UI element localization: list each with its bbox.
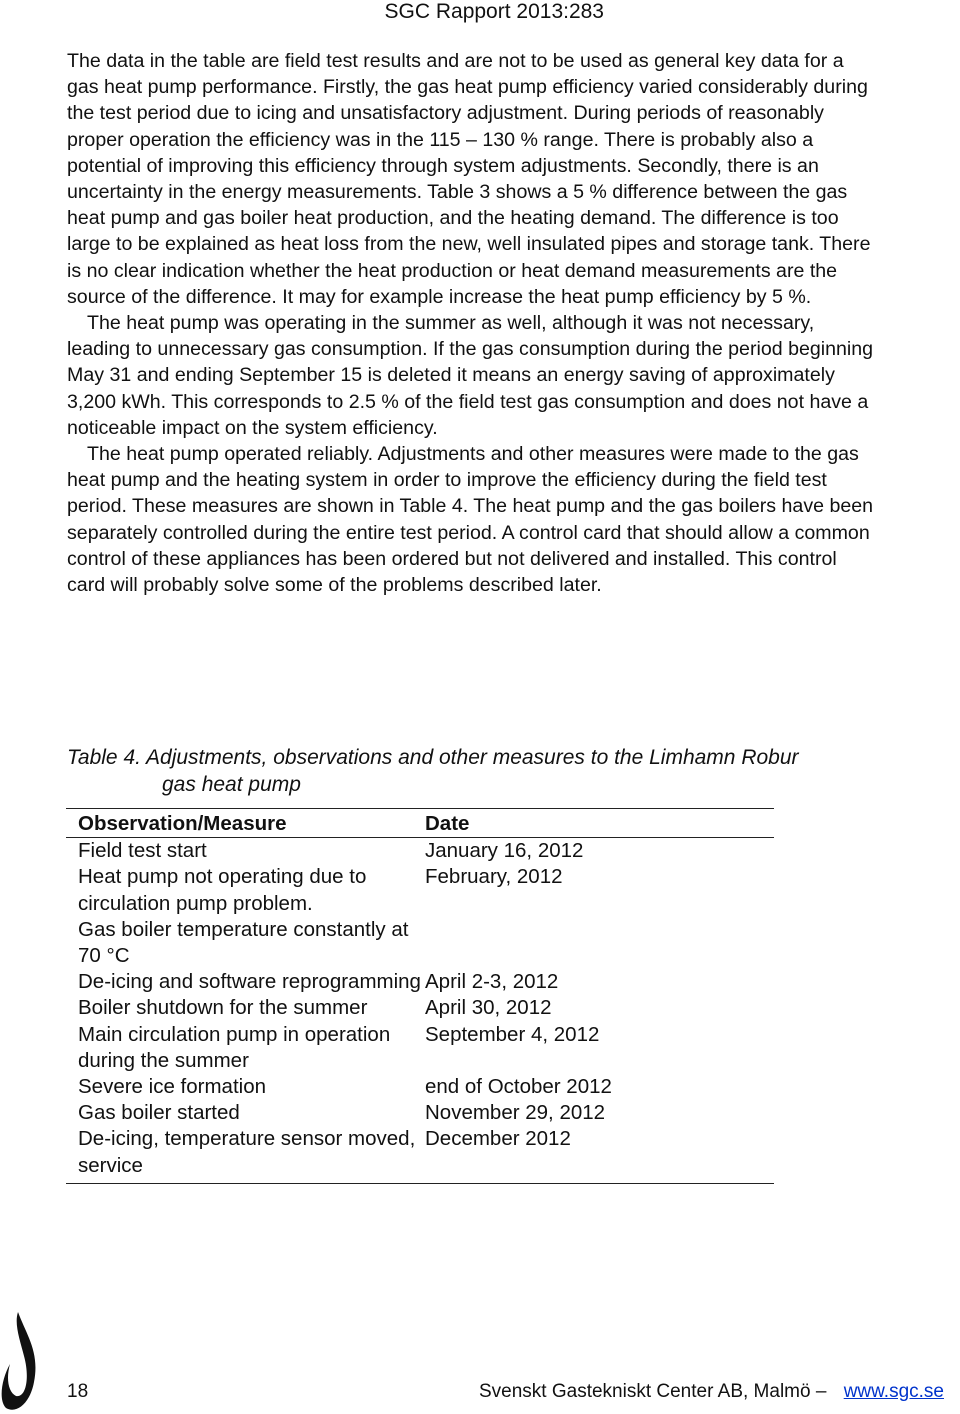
table-caption (67, 744, 799, 798)
observation-cell: De-icing and software reprogramming (78, 970, 421, 994)
date-cell: end of October 2012 (425, 1075, 612, 1099)
header-observation: Observation/Measure (78, 812, 287, 835)
table-row (66, 917, 774, 969)
table-row (66, 838, 774, 864)
flame-logo-icon (0, 1312, 40, 1414)
table-bottom-rule (66, 1183, 774, 1184)
footer-organization: Svenskt Gastekniskt Center AB, Malmö – (478, 1381, 827, 1402)
measures-table (66, 808, 774, 1184)
caption-line-1: Table 4. Adjustments, observations and other measures to the Limhamn Robur (67, 746, 799, 769)
report-header: SGC Rapport 2013:283 (384, 0, 604, 23)
observation-cell: Boiler shutdown for the summer (78, 996, 368, 1020)
table-row (66, 1126, 774, 1178)
table-row (66, 1022, 774, 1074)
date-cell: April 30, 2012 (425, 996, 552, 1020)
table-header-row (66, 809, 774, 837)
date-cell (425, 917, 774, 969)
date-cell: December 2012 (425, 1127, 571, 1151)
paragraph: The data in the table are field test results and are not to be used as general key data for a gas heat pump performance. Firstly, the gas heat pump efficiency varied considerably during the test period due to icing and unsatisfactory adjustment. During periods of reasonably proper operation the efficiency was in the 115 – 130 % range. There is probably also a potential of improving this efficiency through system adjustments. Secondly, there is an uncertainty in the energy measurements. Table 3 shows a 5 % difference between the gas heat pump and gas boiler heat production, and the heating demand. The difference is too large to be explained as heat loss from the new, well insulated pipes and storage tank. There is no clear indication whether the heat production or heat demand measurements are the source of the difference. It may for example increase the heat pump efficiency by 5 %. (67, 50, 871, 308)
observation-cell: Heat pump not operating due to circulation pump problem. (78, 865, 367, 915)
date-cell: November 29, 2012 (425, 1101, 606, 1125)
observation-cell: De-icing, temperature sensor moved, service (78, 1127, 416, 1177)
table-row (66, 969, 774, 995)
table-row (66, 1074, 774, 1100)
observation-cell: Gas boiler temperature constantly at 70 °C (78, 917, 409, 968)
website-link[interactable]: www.sgc.se (843, 1381, 944, 1402)
table-row (66, 1100, 774, 1126)
observation-cell: Severe ice formation (78, 1075, 267, 1099)
paragraph: The heat pump was operating in the summer as well, although it was not necessary, leading to unnecessary gas consumption. If the gas consumption during the period beginning May 31 and ending September 15 is deleted it means an energy saving of approximately 3,200 kWh. This corresponds to 2.5 % of the field test gas consumption and does not have a noticeable impact on the system efficiency. (67, 312, 874, 439)
date-cell: September 4, 2012 (425, 1022, 600, 1046)
table-row (66, 995, 774, 1021)
observation-cell: Main circulation pump in operation during the summer (78, 1022, 391, 1072)
table-row (66, 864, 774, 916)
footer-credit (479, 1381, 944, 1403)
page-number: 18 (67, 1381, 89, 1402)
observation-cell: Field test start (78, 839, 207, 863)
header-date: Date (425, 812, 470, 835)
date-cell: April 2-3, 2012 (425, 970, 559, 994)
date-cell: February, 2012 (425, 865, 563, 889)
caption-line-2: gas heat pump (162, 773, 301, 796)
observation-cell: Gas boiler started (78, 1101, 240, 1125)
body-text (67, 48, 877, 598)
date-cell: January 16, 2012 (425, 839, 584, 863)
paragraph: The heat pump operated reliably. Adjustments and other measures were made to the gas heat pump and the heating system in order to improve the efficiency during the field test period. These measures are shown in Table 4. The heat pump and the gas boilers have been separately controlled during the entire test period. A control card that should allow a common control of these appliances has been ordered but not delivered and installed. This control card will probably solve some of the problems described later. (67, 443, 874, 597)
